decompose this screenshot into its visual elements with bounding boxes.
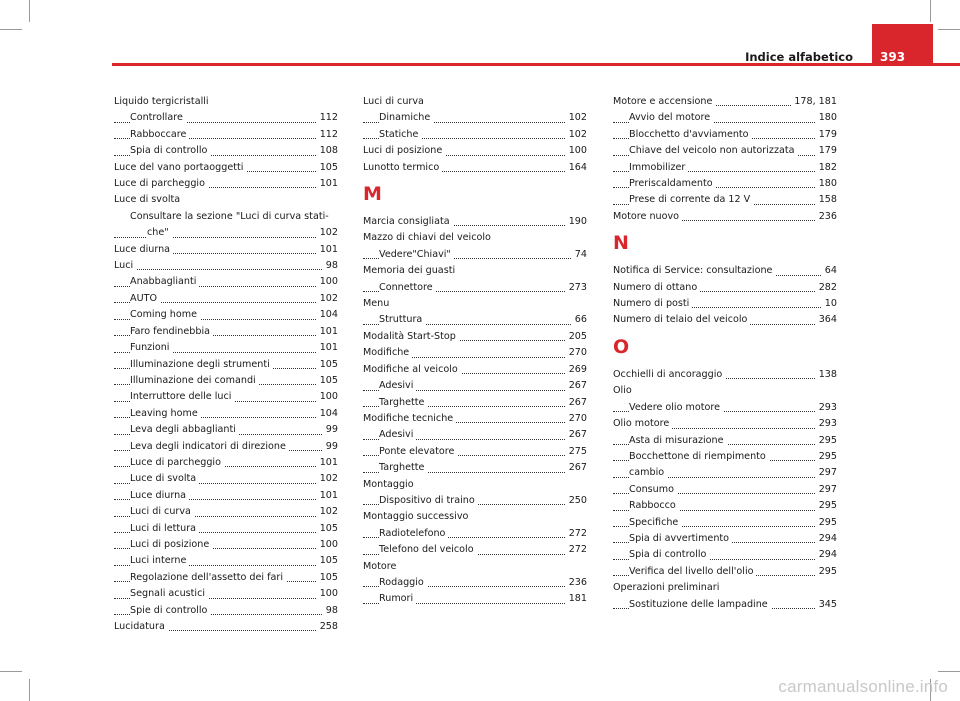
entry-label: cambio — [629, 467, 667, 478]
index-subentry[interactable] — [613, 192, 837, 208]
index-letter-heading: N — [613, 232, 629, 255]
entry-page-number: 180 — [816, 176, 837, 192]
index-subentry[interactable] — [613, 160, 837, 176]
entry-page-number: 179 — [816, 127, 837, 143]
entry-page-number: 297 — [816, 482, 837, 498]
index-entry[interactable] — [613, 416, 837, 432]
entry-label: Modifiche al veicolo — [363, 364, 461, 375]
entry-label: Radiotelefono — [379, 528, 448, 539]
entry-label: Blocchetto d'avviamento — [629, 129, 752, 140]
entry-label: Illuminazione degli strumenti — [130, 359, 273, 370]
index-subentry[interactable] — [363, 110, 587, 126]
entry-label: Numero di ottano — [613, 282, 700, 293]
entry-label: Modalità Start-Stop — [363, 331, 459, 342]
entry-page-number: 100 — [317, 537, 338, 553]
entry-page-number: 10 — [822, 296, 837, 312]
entry-label: Coming home — [130, 309, 200, 320]
index-heading: Olio — [613, 385, 632, 397]
index-entry[interactable] — [363, 214, 587, 230]
entry-page-number: 190 — [566, 214, 587, 230]
index-subentry[interactable] — [114, 553, 338, 569]
index-entry[interactable] — [363, 411, 587, 427]
entry-label: Telefono del veicolo — [379, 544, 477, 555]
entry-page-number: 100 — [317, 389, 338, 405]
index-column-2 — [363, 94, 587, 608]
index-subentry[interactable] — [114, 127, 338, 143]
index-subentry[interactable] — [114, 406, 338, 422]
entry-label: Luci interne — [130, 555, 189, 566]
entry-page-number: 273 — [566, 280, 587, 296]
entry-label: AUTO — [130, 293, 160, 304]
entry-page-number: 158 — [816, 192, 837, 208]
index-heading: Memoria dei guasti — [363, 265, 456, 277]
entry-page-number: 236 — [566, 575, 587, 591]
entry-label: Ponte elevatore — [379, 446, 457, 457]
index-subentry[interactable] — [114, 471, 338, 487]
entry-page-number: 295 — [816, 515, 837, 531]
index-entry[interactable] — [613, 296, 837, 312]
entry-label: Modifiche tecniche — [363, 413, 456, 424]
entry-page-number: 180 — [816, 110, 837, 126]
crop-mark — [930, 0, 931, 22]
index-column-1 — [114, 94, 338, 635]
crop-mark — [29, 679, 30, 701]
index-subentry[interactable] — [114, 307, 338, 323]
entry-page-number: 101 — [317, 176, 338, 192]
entry-page-number: 293 — [816, 400, 837, 416]
entry-page-number: 98 — [323, 603, 338, 619]
entry-label: Rodaggio — [379, 577, 427, 588]
entry-label: Consumo — [629, 484, 677, 495]
entry-label: Dispositivo di traino — [379, 495, 478, 506]
entry-page-number: 258 — [317, 619, 338, 635]
index-column-3 — [613, 94, 837, 613]
index-subentry[interactable] — [613, 433, 837, 449]
index-subentry[interactable] — [114, 389, 338, 405]
entry-page-number: 181 — [566, 591, 587, 607]
entry-label: Avvio del motore — [629, 112, 713, 123]
entry-page-number: 270 — [566, 345, 587, 361]
index-subentry[interactable] — [613, 515, 837, 531]
index-subentry[interactable] — [114, 422, 338, 438]
entry-label: Olio motore — [613, 418, 672, 429]
entry-page-number: 104 — [317, 406, 338, 422]
entry-page-number: 272 — [566, 542, 587, 558]
entry-page-number: 101 — [317, 340, 338, 356]
entry-label: Spia di controllo — [629, 549, 709, 560]
index-subentry[interactable] — [114, 274, 338, 290]
entry-label: Anabbaglianti — [130, 276, 199, 287]
entry-page-number: 293 — [816, 416, 837, 432]
index-subentry[interactable] — [613, 564, 837, 580]
index-letter-heading: O — [613, 335, 630, 358]
entry-label: Vedere olio motore — [629, 402, 723, 413]
entry-page-number: 270 — [566, 411, 587, 427]
entry-page-number: 272 — [566, 526, 587, 542]
entry-page-number: 282 — [816, 280, 837, 296]
entry-label: Luci di posizione — [363, 145, 445, 156]
entry-page-number: 102 — [317, 291, 338, 307]
entry-page-number: 66 — [572, 312, 587, 328]
entry-label: Leva degli abbaglianti — [130, 424, 239, 435]
entry-page-number: 101 — [317, 488, 338, 504]
index-heading: Motore — [363, 560, 397, 572]
index-entry[interactable] — [613, 263, 837, 279]
entry-page-number: 295 — [816, 433, 837, 449]
entry-page-number: 269 — [566, 362, 587, 378]
entry-label: Luci di lettura — [130, 523, 199, 534]
entry-label: Rabbocco — [629, 500, 679, 511]
entry-label: Lucidatura — [114, 621, 168, 632]
entry-page-number: 108 — [317, 143, 338, 159]
index-subentry[interactable] — [114, 603, 338, 619]
entry-page-number: 179 — [816, 143, 837, 159]
index-subentry[interactable] — [613, 547, 837, 563]
entry-label: Luce diurna — [114, 244, 173, 255]
index-subentry[interactable] — [613, 482, 837, 498]
entry-page-number: 104 — [317, 307, 338, 323]
index-subentry[interactable] — [363, 493, 587, 509]
entry-label: Targhette — [379, 462, 427, 473]
entry-label: Luce di parcheggio — [114, 178, 208, 189]
index-entry[interactable] — [114, 225, 338, 241]
index-heading: Montaggio successivo — [363, 511, 469, 523]
index-subentry[interactable] — [363, 395, 587, 411]
entry-label: Luci di posizione — [130, 539, 212, 550]
entry-page-number: 182 — [816, 160, 837, 176]
entry-label: Occhielli di ancoraggio — [613, 369, 725, 380]
index-entry[interactable] — [363, 362, 587, 378]
entry-page-number: 102 — [317, 471, 338, 487]
entry-label: Spia di controllo — [130, 145, 210, 156]
entry-label: Specifiche — [629, 517, 681, 528]
page-number-tab — [872, 24, 933, 66]
crop-mark — [938, 671, 960, 672]
index-entry[interactable] — [613, 94, 837, 110]
index-subentry[interactable] — [613, 449, 837, 465]
index-subentry[interactable] — [363, 526, 587, 542]
entry-label: Luce diurna — [130, 490, 189, 501]
entry-label: Spia di avvertimento — [629, 533, 732, 544]
index-entry[interactable] — [363, 143, 587, 159]
index-subentry[interactable] — [114, 340, 338, 356]
entry-label: Motore nuovo — [613, 211, 682, 222]
index-subentry[interactable] — [114, 537, 338, 553]
index-subentry[interactable] — [363, 460, 587, 476]
entry-label: che" — [147, 227, 172, 238]
entry-page-number: 138 — [816, 367, 837, 383]
index-entry[interactable] — [114, 176, 338, 192]
index-heading: Operazioni preliminari — [613, 582, 720, 594]
entry-label: Motore e accensione — [613, 96, 715, 107]
entry-page-number: 295 — [816, 498, 837, 514]
entry-page-number: 102 — [317, 504, 338, 520]
index-subentry[interactable] — [613, 127, 837, 143]
entry-label: Asta di misurazione — [629, 435, 727, 446]
entry-label: Faro fendinebbia — [130, 326, 213, 337]
entry-page-number: 102 — [566, 110, 587, 126]
index-entry[interactable] — [613, 209, 837, 225]
entry-page-number: 101 — [317, 324, 338, 340]
crop-mark — [29, 0, 30, 22]
entry-label: Luci — [114, 260, 136, 271]
index-letter-heading: M — [363, 183, 382, 206]
entry-label: Funzioni — [130, 342, 172, 353]
entry-page-number: 267 — [566, 378, 587, 394]
entry-page-number: 345 — [816, 597, 837, 613]
dot-leader — [114, 269, 338, 270]
entry-page-number: 364 — [816, 312, 837, 328]
entry-page-number: 102 — [566, 127, 587, 143]
entry-page-number: 236 — [816, 209, 837, 225]
index-subentry[interactable] — [363, 575, 587, 591]
entry-page-number: 294 — [816, 531, 837, 547]
index-heading: Luce di svolta — [114, 194, 181, 206]
entry-page-number: 267 — [566, 427, 587, 443]
index-subentry[interactable] — [613, 498, 837, 514]
entry-label: Adesivi — [379, 429, 416, 440]
index-entry[interactable] — [114, 258, 338, 274]
entry-page-number: 105 — [317, 570, 338, 586]
index-subentry[interactable] — [114, 324, 338, 340]
entry-label: Preriscaldamento — [629, 178, 716, 189]
entry-page-number: 74 — [572, 247, 587, 263]
entry-label: Luce di parcheggio — [130, 457, 224, 468]
entry-label: Controllare — [130, 112, 186, 123]
entry-page-number: 294 — [816, 547, 837, 563]
entry-label: Prese di corrente da 12 V — [629, 194, 753, 205]
entry-label: Rumori — [379, 593, 416, 604]
index-subentry[interactable] — [114, 357, 338, 373]
index-subentry[interactable] — [613, 531, 837, 547]
index-entry[interactable] — [363, 345, 587, 361]
entry-label: Numero di telaio del veicolo — [613, 314, 750, 325]
entry-page-number: 297 — [816, 465, 837, 481]
watermark: carmanualsonline.info — [778, 677, 948, 696]
entry-label: Statiche — [379, 129, 421, 140]
index-subentry[interactable] — [363, 378, 587, 394]
index-heading: Montaggio — [363, 478, 414, 490]
entry-label: Struttura — [379, 314, 425, 325]
index-heading: Luci di curva — [363, 96, 424, 107]
entry-label: Modifiche — [363, 347, 412, 358]
index-subentry[interactable] — [613, 597, 837, 613]
entry-label: Immobilizer — [629, 162, 688, 173]
entry-page-number: 250 — [566, 493, 587, 509]
entry-page-number: 105 — [317, 160, 338, 176]
entry-label: Luce di svolta — [130, 473, 199, 484]
index-entry[interactable] — [114, 242, 338, 258]
page-number: 393 — [880, 50, 906, 64]
index-subentry[interactable] — [114, 488, 338, 504]
index-subentry[interactable] — [114, 455, 338, 471]
entry-page-number: 100 — [317, 274, 338, 290]
entry-label: Interruttore delle luci — [130, 391, 234, 402]
index-subentry[interactable] — [114, 570, 338, 586]
entry-label: Adesivi — [379, 380, 416, 391]
entry-page-number: 267 — [566, 395, 587, 411]
crop-mark — [0, 29, 22, 30]
entry-label: Segnali acustici — [130, 588, 208, 599]
index-subentry[interactable] — [363, 312, 587, 328]
index-subentry[interactable] — [363, 127, 587, 143]
index-entry[interactable] — [114, 619, 338, 635]
index-entry[interactable] — [613, 367, 837, 383]
entry-page-number: 112 — [317, 127, 338, 143]
entry-label: Luce del vano portaoggetti — [114, 162, 246, 173]
entry-label: Connettore — [379, 282, 436, 293]
entry-label: Vedere"Chiavi" — [379, 249, 454, 260]
entry-page-number: 164 — [566, 160, 587, 176]
index-subentry[interactable] — [114, 110, 338, 126]
entry-page-number: 105 — [317, 521, 338, 537]
entry-page-number: 99 — [323, 439, 338, 455]
index-subentry[interactable] — [363, 444, 587, 460]
entry-page-number: 267 — [566, 460, 587, 476]
crop-mark — [0, 671, 22, 672]
entry-label: Verifica del livello dell'olio — [629, 566, 756, 577]
entry-label: Targhette — [379, 397, 427, 408]
entry-label: Chiave del veicolo non autorizzata — [629, 145, 798, 156]
index-entry[interactable] — [613, 312, 837, 328]
index-subentry[interactable] — [613, 110, 837, 126]
entry-page-number: 205 — [566, 329, 587, 345]
entry-label: Rabboccare — [130, 129, 189, 140]
index-heading: Mazzo di chiavi del veicolo — [363, 232, 491, 244]
index-subentry[interactable] — [363, 247, 587, 263]
index-subentry[interactable] — [363, 280, 587, 296]
entry-page-number: 101 — [317, 242, 338, 258]
entry-page-number: 112 — [317, 110, 338, 126]
entry-page-number: 295 — [816, 564, 837, 580]
entry-label: Bocchettone di riempimento — [629, 451, 769, 462]
entry-page-number: 99 — [323, 422, 338, 438]
index-subentry[interactable] — [613, 400, 837, 416]
entry-page-number: 100 — [566, 143, 587, 159]
index-subentry[interactable] — [114, 504, 338, 520]
entry-page-number: 105 — [317, 553, 338, 569]
index-subentry[interactable] — [114, 521, 338, 537]
entry-page-number: 275 — [566, 444, 587, 460]
index-subentry[interactable] — [114, 291, 338, 307]
entry-label: Lunotto termico — [363, 162, 442, 173]
index-subentry[interactable] — [114, 586, 338, 602]
entry-page-number: 102 — [317, 225, 338, 241]
index-entry[interactable] — [613, 280, 837, 296]
entry-label: Leva degli indicatori di direzione — [130, 441, 289, 452]
entry-page-number: 98 — [323, 258, 338, 274]
entry-label: Illuminazione dei comandi — [130, 375, 259, 386]
entry-label: Leaving home — [130, 408, 201, 419]
entry-page-number: 105 — [317, 373, 338, 389]
index-subentry[interactable] — [114, 439, 338, 455]
entry-label: Numero di posti — [613, 298, 692, 309]
index-entry[interactable] — [363, 160, 587, 176]
index-subentry[interactable] — [114, 373, 338, 389]
entry-page-number: 64 — [822, 263, 837, 279]
entry-page-number: 105 — [317, 357, 338, 373]
index-subentry[interactable] — [613, 143, 837, 159]
index-subentry[interactable] — [613, 465, 837, 481]
entry-label: Luci di curva — [130, 506, 194, 517]
entry-label: Notifica di Service: consultazione — [613, 265, 775, 276]
index-heading: Consultare la sezione "Luci di curva stati- — [130, 210, 329, 222]
entry-page-number: 295 — [816, 449, 837, 465]
index-subentry[interactable] — [613, 176, 837, 192]
entry-label: Regolazione dell'assetto dei fari — [130, 572, 286, 583]
entry-label: Dinamiche — [379, 112, 433, 123]
index-subentry[interactable] — [363, 427, 587, 443]
index-heading: Menu — [363, 298, 390, 310]
index-subentry[interactable] — [363, 542, 587, 558]
entry-page-number: 100 — [317, 586, 338, 602]
entry-label: Marcia consigliata — [363, 216, 453, 227]
index-entry[interactable] — [114, 160, 338, 176]
page-header-title: Indice alfabetico — [745, 50, 853, 64]
entry-label: Spie di controllo — [130, 605, 210, 616]
index-subentry[interactable] — [363, 591, 587, 607]
index-heading: Liquido tergicristalli — [114, 96, 209, 107]
entry-label: Sostituzione delle lampadine — [629, 599, 771, 610]
index-subentry[interactable] — [114, 143, 338, 159]
index-entry[interactable] — [363, 329, 587, 345]
crop-mark — [938, 29, 960, 30]
entry-page-number: 101 — [317, 455, 338, 471]
entry-page-number: 178, 181 — [791, 94, 837, 110]
